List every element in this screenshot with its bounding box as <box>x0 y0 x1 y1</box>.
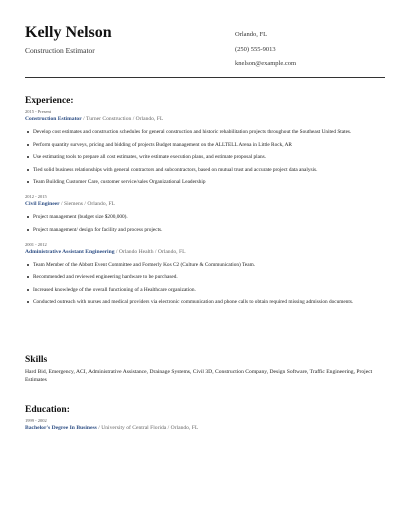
list-item: Conducted outreach with nurses and medical providers via electronic communication and phone calls to obtain required missing admission documents. <box>33 299 385 305</box>
list-item: Project management (budget size $200,000). <box>33 214 385 220</box>
experience-heading: Experience: <box>25 96 74 106</box>
list-item: Tied solid business relationships with general contractors and subcontractors, based on mutual trust and accurate project data analysis. <box>33 167 385 173</box>
list-item: Increased knowledge of the overall functioning of a Healthcare organization. <box>33 287 385 293</box>
list-item: Perform quantity surveys, pricing and bidding of projects Budget management on the ALLTELL Arena in Little Rock, AR <box>33 142 385 148</box>
experience-section <box>25 96 385 312</box>
job-dates: 2015 - Present <box>25 109 51 114</box>
education-degree: Bachelor's Degree In Business <box>25 425 97 431</box>
list-item: Team Member of the Abbott Event Committee and Formerly Kos C2 (Culture & Communication) Team. <box>33 262 385 268</box>
job-bullets <box>25 214 385 233</box>
contact-email: knelson@example.com <box>235 60 297 67</box>
list-item: Use estimating tools to prepare all cost estimates, write estimate execution plans, and estimate proposal plans. <box>33 154 385 160</box>
skills-heading: Skills <box>25 355 48 365</box>
list-item: Team Building Customer Care, customer service/sales Organizational Leadership <box>33 179 385 185</box>
candidate-name: Kelly Nelson <box>25 24 112 41</box>
contact-location: Orlando, FL <box>235 31 268 38</box>
job-role <box>25 115 385 123</box>
job-details: / Orlando Health / Orlando, FL <box>114 248 186 255</box>
job-role <box>25 200 385 208</box>
education-role <box>25 424 385 432</box>
job-entry <box>25 242 385 306</box>
education-details: / University of Central Florida / Orlando, FL <box>96 425 199 431</box>
job-bullets <box>25 129 385 185</box>
education-entry <box>25 418 385 432</box>
education-section <box>25 405 385 432</box>
education-heading: Education: <box>25 405 70 415</box>
job-role <box>25 248 385 256</box>
job-entry <box>25 109 385 185</box>
list-item: Develop cost estimates and construction schedules for general construction and historic rehabilitation projects throughout the Southeast United States. <box>33 129 385 135</box>
job-entry <box>25 194 385 233</box>
job-dates: 2012 - 2015 <box>25 194 47 199</box>
list-item: Recommended and reviewed engineering hardware to be purchased. <box>33 274 385 280</box>
skills-list: Hard Bid, Emergency, ACI, Administrative Assistance, Drainage Systems, Civil 3D, Construction Company, Design Software, Traffic Engineering, Project Estimates <box>25 369 373 383</box>
contact-phone: (250) 555-9013 <box>235 45 276 53</box>
job-position: Administrative Assistant Engineering <box>25 248 115 255</box>
job-position: Civil Engineer <box>25 201 60 207</box>
job-position: Construction Estimator <box>25 116 82 122</box>
job-bullets <box>25 262 385 306</box>
job-dates: 2001 - 2012 <box>25 241 47 247</box>
job-details: / Turner Construction / Orlando, FL <box>81 116 164 122</box>
skills-section <box>25 355 385 384</box>
job-details: / Siemens / Orlando, FL <box>59 201 115 207</box>
contact-info <box>235 28 296 72</box>
candidate-title: Construction Estimator <box>25 46 95 55</box>
resume-header <box>25 24 385 78</box>
header-divider <box>25 77 385 78</box>
education-dates: 1999 - 2002 <box>25 418 47 423</box>
list-item: Project management/ design for facility and process projects. <box>33 227 385 233</box>
